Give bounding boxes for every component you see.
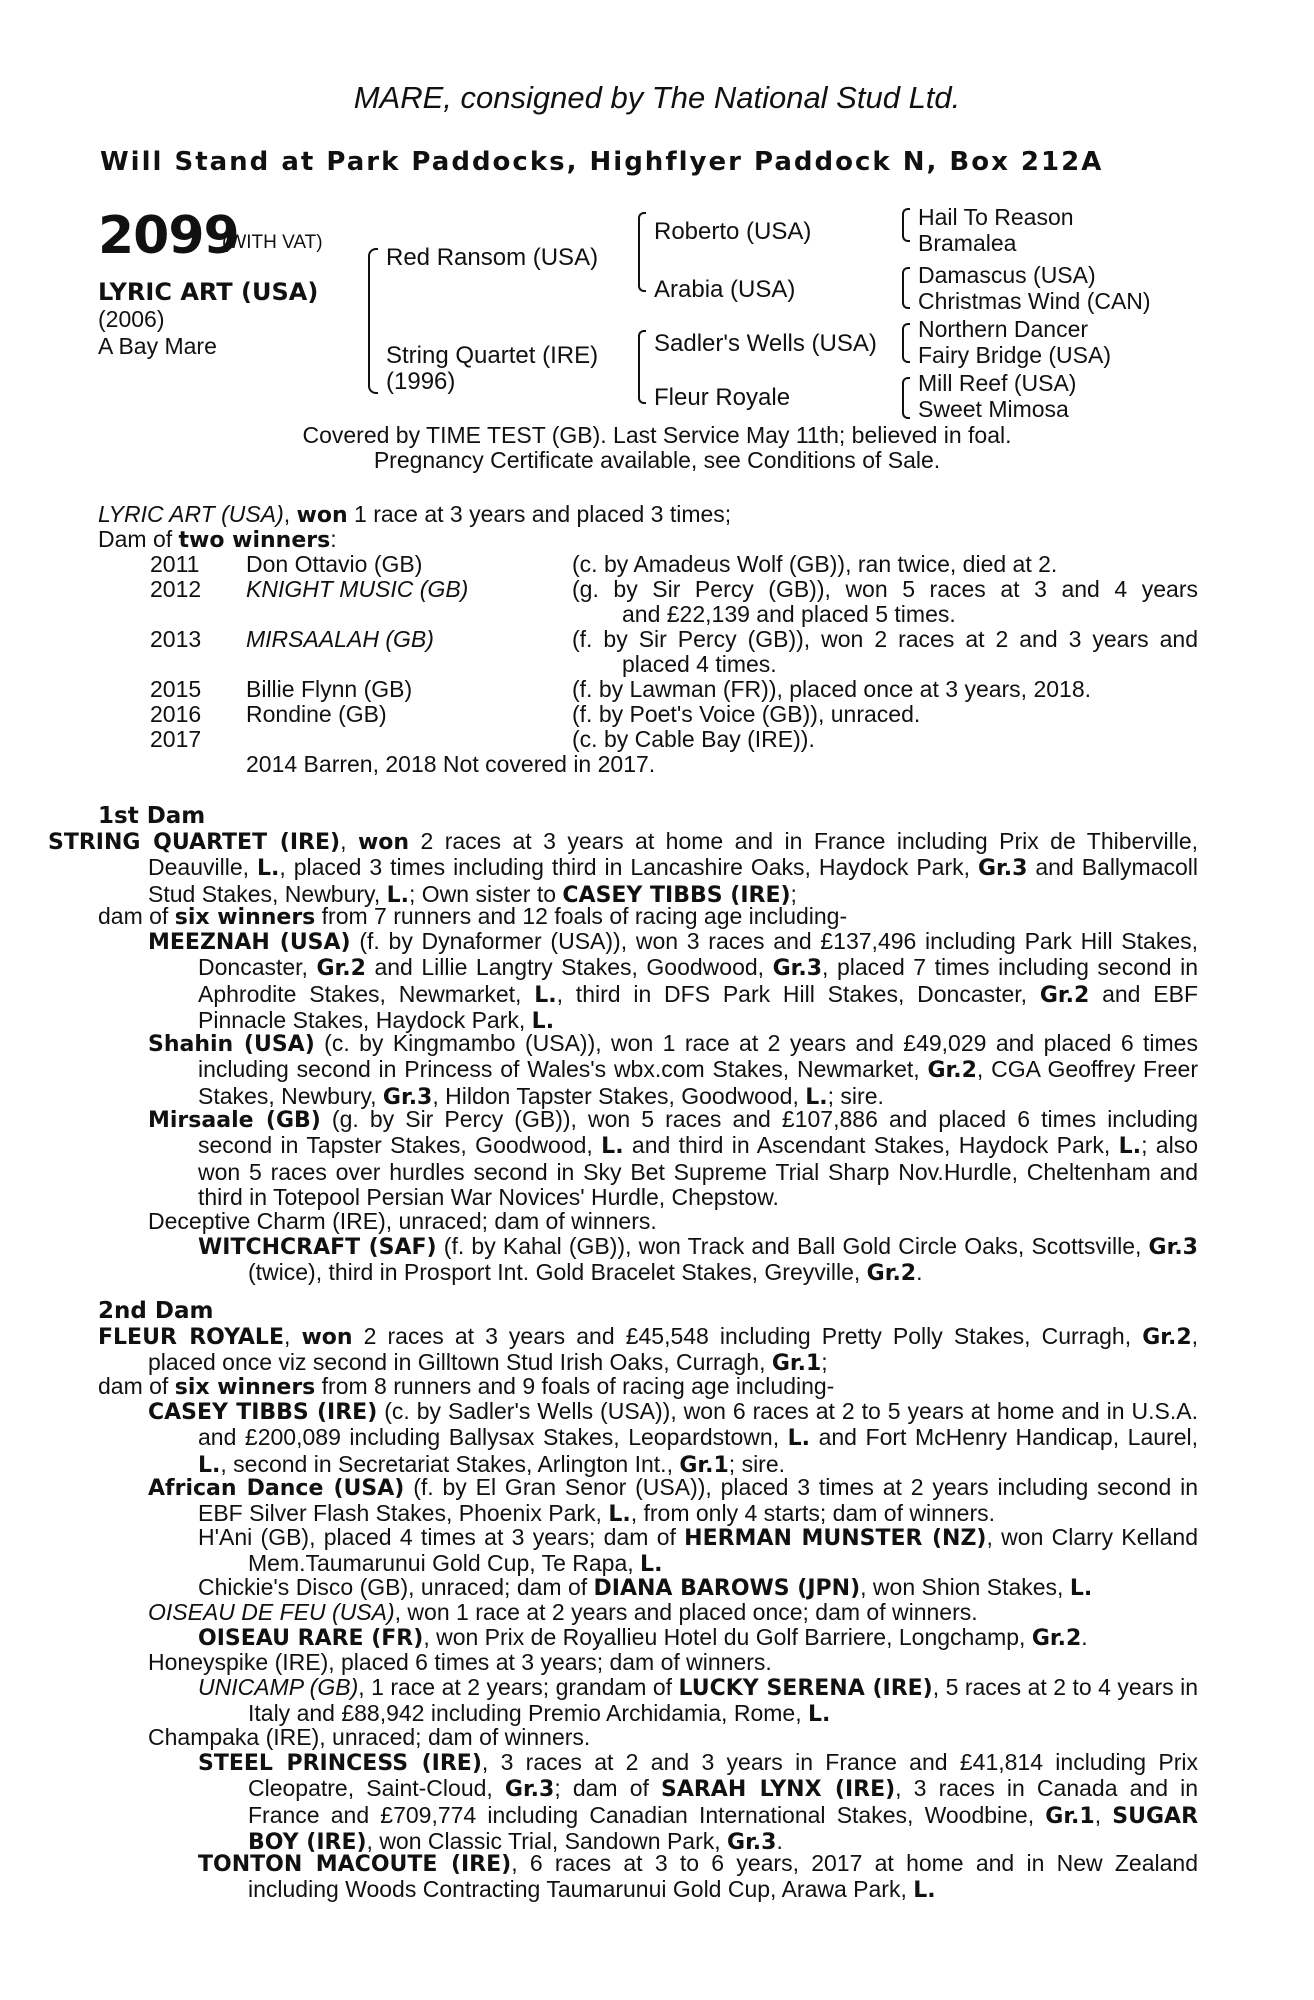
produce-desc: (f. by Poet's Voice (GB)), unraced.: [572, 701, 921, 727]
produce-desc: (f. by Lawman (FR)), placed once at 3 years, 2018.: [572, 676, 1092, 702]
produce-chickies-disco: Chickie's Disco (GB), unraced; dam of DIANA BAROWS (JPN), won Shion Stakes, L.: [198, 1574, 1093, 1601]
produce-year: 2013: [150, 626, 202, 652]
covering-line: Covered by TIME TEST (GB). Last Service May 11th; believed in foal.: [302, 422, 1012, 448]
produce-desc: (c. by Cable Bay (IRE)).: [572, 726, 815, 752]
pedigree-dam-sire: Sadler's Wells (USA): [654, 330, 877, 357]
pedigree-sire: Red Ransom (USA): [386, 244, 599, 271]
produce-honeyspike: Honeyspike (IRE), placed 6 times at 3 years; dam of winners.: [148, 1649, 772, 1675]
pedigree-brace-ds: [902, 323, 910, 363]
produce-desc: (c. by Amadeus Wolf (GB)), ran twice, died at 2.: [572, 551, 1058, 577]
produce-witchcraft: WITCHCRAFT (SAF) (f. by Kahal (GB)), won Track and Ball Gold Circle Oaks, Scottsville, Gr.3 (twice), third in Prosport Int. Gold Bracelet Stakes, Greyville, Gr.2.: [198, 1233, 1198, 1287]
second-dam-record: FLEUR ROYALE, won 2 races at 3 years and £45,548 including Pretty Polly Stakes, Curragh, Gr.2, placed once viz second in Gilltown Stud Irish Oaks, Curragh, Gr.1;: [98, 1323, 1199, 1377]
pedigree-brace-main: [368, 248, 378, 394]
produce-oiseau-rare: OISEAU RARE (FR), won Prix de Royallieu Hotel du Golf Barriere, Longchamp, Gr.2.: [198, 1624, 1088, 1651]
produce-desc-cont: placed 4 times.: [622, 651, 777, 677]
produce-year: 2017: [150, 726, 202, 752]
produce-name: Rondine (GB): [246, 701, 387, 727]
produce-casey-tibbs: CASEY TIBBS (IRE) (c. by Sadler's Wells (USA)), won 6 races at 2 to 5 years at home and in U.S.A. and £200,089 including Ballysax Stakes, Leopardstown, L. and Fort McHenry Handicap, Laurel, L., second in Secretariat Stakes, Arlington Int., Gr.1; sire.: [148, 1398, 1198, 1478]
produce-desc-cont: and £22,139 and placed 5 times.: [622, 601, 956, 627]
horse-description: A Bay Mare: [98, 333, 217, 359]
pedigree-ddd: Sweet Mimosa: [918, 396, 1069, 422]
produce-name: KNIGHT MUSIC (GB): [246, 576, 469, 602]
produce-name: Don Ottavio (GB): [246, 551, 423, 577]
dam-of-line: Dam of two winners:: [98, 526, 337, 553]
produce-year: 2011: [150, 551, 200, 577]
produce-tonton-macoute: TONTON MACOUTE (IRE), 6 races at 3 to 6 years, 2017 at home and in New Zealand including Woods Contracting Taumarunui Gold Cup, Arawa Park, L.: [198, 1850, 1198, 1904]
produce-name: MIRSAALAH (GB): [246, 626, 434, 652]
produce-meeznah: MEEZNAH (USA) (f. by Dynaformer (USA)), won 3 races and £137,496 including Park Hill Stakes, Doncaster, Gr.2 and Lillie Langtry Stakes, Goodwood, Gr.3, placed 7 times including second in Aphrodite Stakes, Newmarket, L., third in DFS Park Hill Stakes, Doncaster, Gr.2 and EBF Pinnacle Stakes, Haydock Park, L.: [148, 928, 1199, 1034]
produce-desc: (f. by Sir Percy (GB)), won 2 races at 2 and 3 years and: [572, 626, 1198, 652]
record-horse-name: LYRIC ART (USA): [98, 501, 284, 527]
pregnancy-line: Pregnancy Certificate available, see Conditions of Sale.: [373, 447, 941, 473]
pedigree-dsd: Fairy Bridge (USA): [918, 342, 1111, 368]
pedigree-sss: Hail To Reason: [918, 204, 1074, 230]
pedigree-brace-dam: [638, 330, 646, 404]
produce-steel-princess: STEEL PRINCESS (IRE), 3 races at 2 and 3 years in France and £41,814 including Prix Cleopatre, Saint-Cloud, Gr.3; dam of SARAH LYNX (IRE), 3 races in Canada and in France and £709,774 including Canadian International Stakes, Woodbine, Gr.1, SUGAR BOY (IRE), won Classic Trial, Sandown Park, Gr.3.: [198, 1749, 1199, 1855]
pedigree-sds: Damascus (USA): [918, 262, 1096, 288]
pedigree-ssd: Bramalea: [918, 230, 1017, 256]
pedigree-brace-ss: [902, 208, 910, 242]
produce-year: 2015: [150, 676, 202, 702]
produce-hani: H'Ani (GB), placed 4 times at 3 years; dam of HERMAN MUNSTER (NZ), won Clarry Kelland Mem.Taumarunui Gold Cup, Te Rapa, L.: [198, 1524, 1199, 1578]
pedigree-sdd: Christmas Wind (CAN): [918, 288, 1151, 314]
race-record: LYRIC ART (USA), won 1 race at 3 years and placed 3 times;: [98, 501, 732, 528]
pedigree-dam-year: (1996): [386, 368, 456, 395]
pedigree-brace-dd: [902, 377, 910, 419]
pedigree-dss: Northern Dancer: [918, 316, 1089, 342]
vat-note: (WITH VAT): [222, 232, 323, 253]
first-dam-summary: dam of six winners from 7 runners and 12 foals of racing age including-: [98, 903, 848, 930]
consignor-line: MARE, consigned by The National Stud Ltd.: [353, 80, 961, 115]
pedigree-brace-sd: [902, 267, 910, 309]
produce-unicamp: UNICAMP (GB), 1 race at 2 years; grandam of LUCKY SERENA (IRE), 5 races at 2 to 4 years in Italy and £88,942 including Premio Archidamia, Rome, L.: [198, 1674, 1199, 1728]
first-dam-record: STRING QUARTET (IRE), won 2 races at 3 years at home and in France including Prix de Thiberville, Deauville, L., placed 3 times including third in Lancashire Oaks, Haydock Park, Gr.3 and Ballymacoll Stud Stakes, Newbury, L.; Own sister to CASEY TIBBS (IRE);: [48, 828, 1199, 908]
produce-year: 2012: [150, 576, 202, 602]
pedigree-dam: String Quartet (IRE): [386, 342, 599, 369]
produce-note: 2014 Barren, 2018 Not covered in 2017.: [246, 751, 656, 777]
produce-year: 2016: [150, 701, 202, 727]
pedigree-dam-dam: Fleur Royale: [654, 384, 791, 411]
produce-mirsaale: Mirsaale (GB) (g. by Sir Percy (GB)), won 5 races and £107,886 and placed 6 times including second in Tapster Stakes, Goodwood, L. and third in Ascendant Stakes, Haydock Park, L.; also won 5 races over hurdles second in Sky Bet Supreme Trial Sharp Nov.Hurdle, Cheltenham and third in Totepool Persian War Novices' Hurdle, Chepstow.: [148, 1106, 1198, 1210]
horse-year: (2006): [98, 306, 165, 332]
pedigree-sire-dam: Arabia (USA): [654, 276, 796, 303]
produce-name: Billie Flynn (GB): [246, 676, 413, 702]
produce-deceptive-charm: Deceptive Charm (IRE), unraced; dam of winners.: [148, 1208, 657, 1234]
second-dam-heading: 2nd Dam: [98, 1298, 214, 1324]
first-dam-heading: 1st Dam: [98, 803, 206, 829]
second-dam-summary: dam of six winners from 8 runners and 9 foals of racing age including-: [98, 1373, 835, 1400]
stabling-line: Will Stand at Park Paddocks, Highflyer Paddock N, Box 212A: [100, 147, 1104, 177]
pedigree-dds: Mill Reef (USA): [918, 370, 1077, 396]
produce-oiseau-de-feu: OISEAU DE FEU (USA), won 1 race at 2 years and placed once; dam of winners.: [148, 1599, 978, 1625]
lot-number: 2099: [98, 206, 239, 266]
produce-african-dance: African Dance (USA) (f. by El Gran Senor (USA)), placed 3 times at 2 years including second in EBF Silver Flash Stakes, Phoenix Park, L., from only 4 starts; dam of winners.: [148, 1474, 1198, 1528]
horse-name: LYRIC ART (USA): [98, 278, 319, 306]
produce-champaka: Champaka (IRE), unraced; dam of winners.: [148, 1724, 591, 1750]
pedigree-sire-sire: Roberto (USA): [654, 218, 812, 245]
produce-desc: (g. by Sir Percy (GB)), won 5 races at 3 and 4 years: [572, 576, 1198, 602]
produce-shahin: Shahin (USA) (c. by Kingmambo (USA)), won 1 race at 2 years and £49,029 and placed 6 times including second in Princess of Wales's wbx.com Stakes, Newmarket, Gr.2, CGA Geoffrey Freer Stakes, Newbury, Gr.3, Hildon Tapster Stakes, Goodwood, L.; sire.: [148, 1030, 1198, 1110]
pedigree-brace-sire: [638, 212, 646, 292]
